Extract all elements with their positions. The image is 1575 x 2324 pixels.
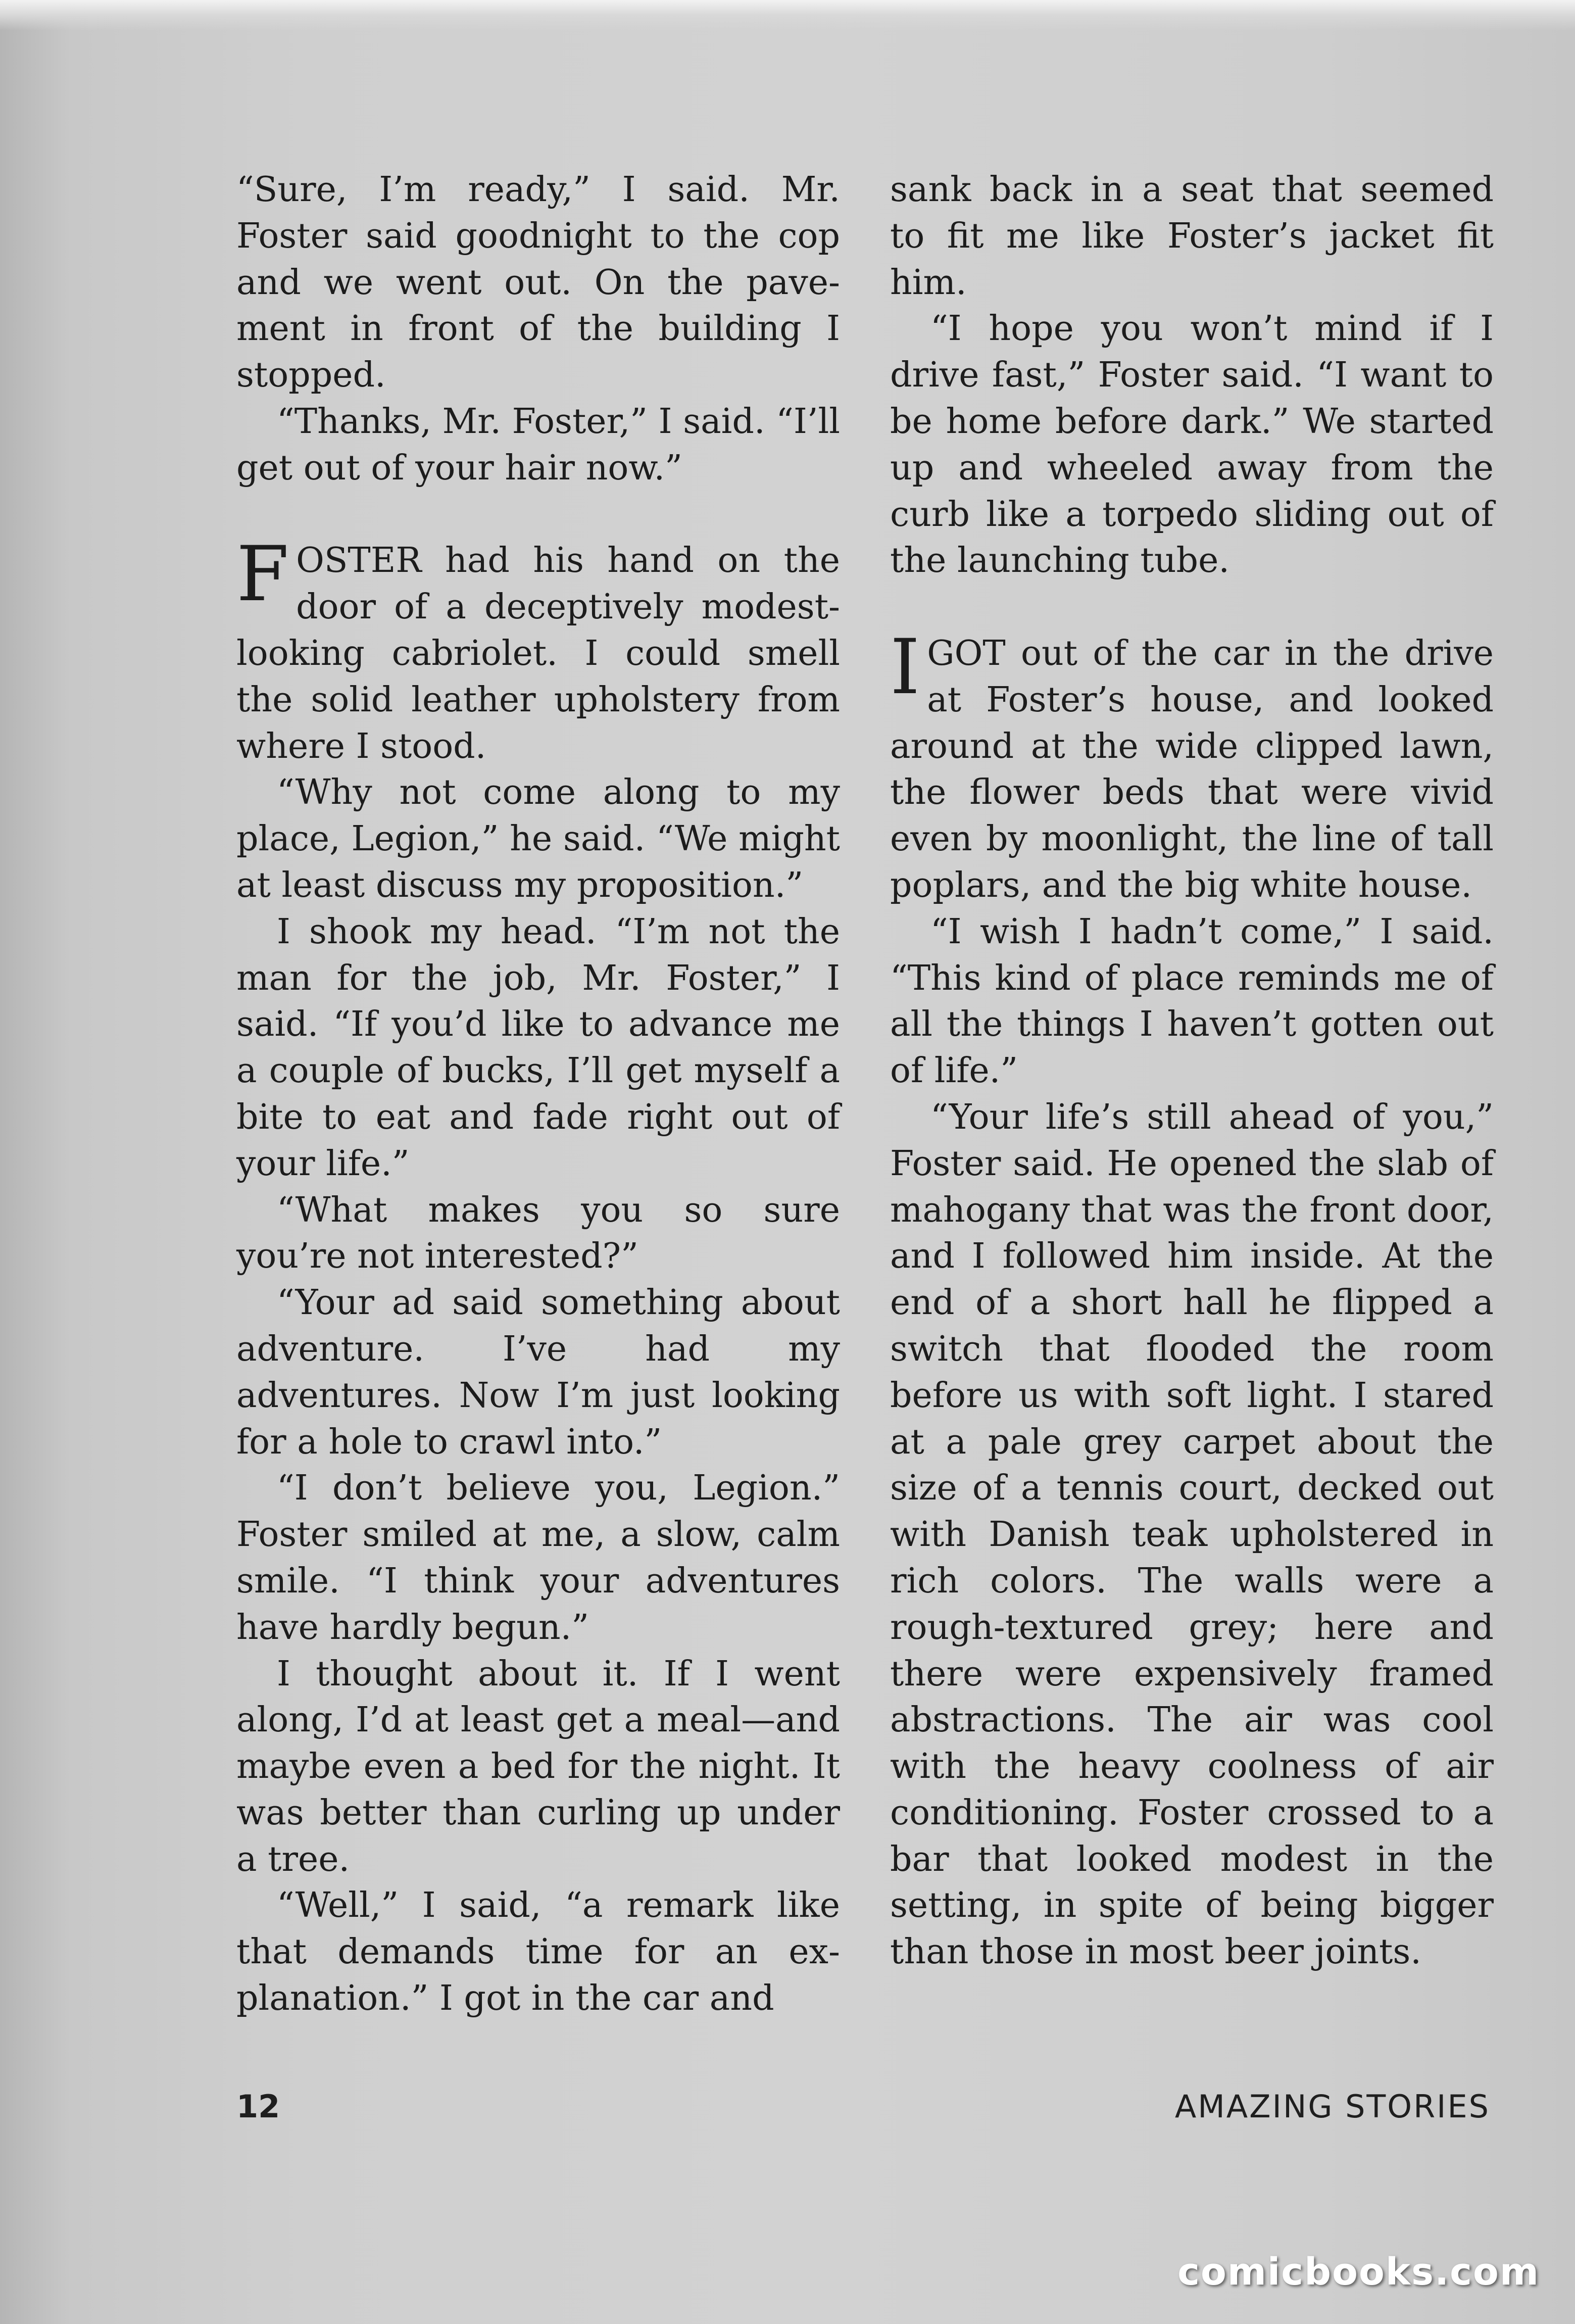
paragraph: “What makes you so sure you’re not interested?” xyxy=(236,1190,840,1277)
paragraph: “Your ad said something about adventure. I’ve had my adventures. Now I’m just looking for a hole to crawl into.” xyxy=(236,1283,840,1462)
paragraph: I shook my head. “I’m not the man for the job, Mr. Foster,” I said. “If you’d like to advance me a couple of bucks, I’ll get myself a bite to eat and fade right out of your life.” xyxy=(236,911,840,1184)
paragraph: “Sure, I’m ready,” I said. Mr. Foster said goodnight to the cop and we went out. On the pavement in front of the building I stopped. xyxy=(236,170,840,396)
paragraph: “Thanks, Mr. Foster,” I said. “I’ll get out of your hair now.” xyxy=(236,401,840,488)
drop-cap: I xyxy=(890,623,920,711)
paragraph-text: GOT out of the car in the drive at Foster’s house, and looked around at the wide clipped lawn, the flower beds that were vivid even by moonlight, the line of tall poplars, and the big white house. xyxy=(890,633,1494,905)
paragraph: I thought about it. If I went along, I’d at least get a meal—and maybe even a bed for the night. It was better than curling up under a tree. xyxy=(236,1654,840,1879)
site-watermark: comicbooks.com xyxy=(1177,2250,1540,2294)
magazine-title: AMAZING STORIES xyxy=(1174,2088,1490,2125)
right-text-column xyxy=(890,167,1494,1975)
section-opening-paragraph xyxy=(890,623,1494,909)
paragraph: “I don’t believe you, Legion.” Foster smiled at me, a slow, calm smile. “I think your adventures have hardly begun.” xyxy=(236,1468,840,1648)
drop-cap: F xyxy=(236,530,289,619)
paragraph-continuation: sank back in a seat that seemed to fit me like Foster’s jacket fit him. xyxy=(890,170,1494,303)
paragraph-text: OSTER had his hand on the door of a deceptively modest-looking cabriolet. I could smell the solid leather upholstery from where I stood. xyxy=(236,541,840,766)
paragraph: “Your life’s still ahead of you,” Foster said. He opened the slab of mahogany that was the front door, and I followed him inside. At the end of a short hall he flipped a switch that flooded the room before us with soft light. I stared at a pale grey carpet about the size of a tennis court, decked out with Danish teak upholstered in rich colors. The walls were a rough-textured grey; here and there were expensively framed abstractions. The air was cool with the heavy coolness of air conditioning. Foster crossed to a bar that looked modest in the setting, in spite of being bigger than those in most beer joints. xyxy=(890,1097,1494,1972)
paragraph: “I hope you won’t mind if I drive fast,” Foster said. “I want to be home before dark.” We started up and wheeled away from the curb like a torpedo sliding out of the launching tube. xyxy=(890,309,1494,581)
left-text-column xyxy=(236,167,840,2022)
paragraph: “I wish I hadn’t come,” I said. “This kind of place reminds me of all the things I haven’t gotten out of life.” xyxy=(890,911,1494,1091)
paragraph: “Why not come along to my place, Legion,” he said. “We might at least discuss my proposition.” xyxy=(236,772,840,905)
section-opening-paragraph xyxy=(236,530,840,769)
page-number: 12 xyxy=(236,2088,280,2125)
paragraph: “Well,” I said, “a remark like that demands time for an explanation.” I got in the car and xyxy=(236,1885,840,2019)
